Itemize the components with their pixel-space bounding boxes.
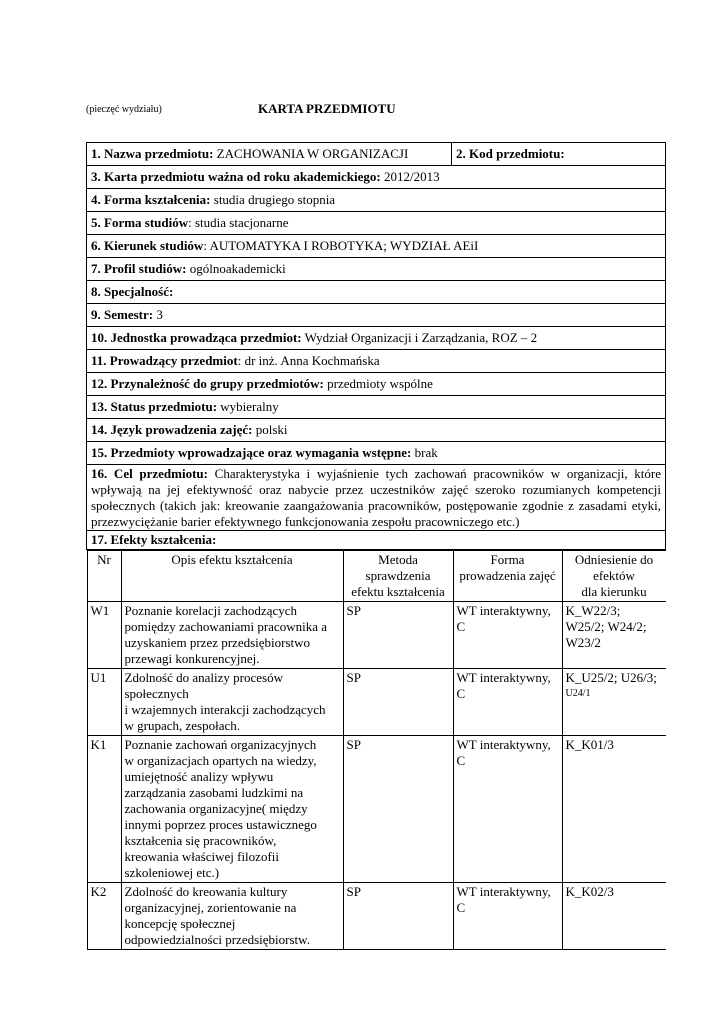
outcome-description-line: Poznanie korelacji zachodzących: [124, 603, 298, 618]
row-course-group: [87, 373, 666, 396]
row-language: [87, 419, 666, 442]
outcome-description-line: szkoleniowej etc.): [124, 865, 220, 880]
learning-outcomes-table: [87, 550, 666, 950]
outcome-method: SP: [343, 883, 453, 950]
course-status-value: wybieralny: [217, 399, 279, 414]
outcome-form-line: WT interaktywny,: [456, 737, 551, 752]
header-reference-line: dla kierunku: [581, 584, 647, 599]
outcome-reference: [562, 883, 666, 950]
semester-value: 3: [153, 307, 163, 322]
outcome-description: [121, 602, 343, 669]
outcome-form-line: C: [456, 753, 466, 768]
document-title: KARTA PRZEDMIOTU: [258, 101, 396, 116]
field-label: 17. Efekty kształcenia:: [91, 532, 217, 547]
outcome-form-line: C: [456, 619, 466, 634]
outcomes-header-row: [87, 551, 666, 602]
outcome-description-line: w organizacjach opartych na wiedzy,: [124, 753, 317, 768]
education-form-value: studia drugiego stopnia: [210, 192, 336, 207]
outcome-form-line: WT interaktywny,: [456, 603, 551, 618]
header-form: [453, 551, 562, 602]
outcome-reference: [562, 736, 666, 883]
outcome-description: [121, 736, 343, 883]
outcome-form: [453, 883, 562, 950]
field-label: 12. Przynależność do grupy przedmiotów:: [91, 376, 324, 391]
header-method-line: sprawdzenia: [365, 568, 431, 583]
outcome-form-line: WT interaktywny,: [456, 884, 551, 899]
course-goal-value: Charakterystyka i wyjaśnienie tych zachowań pracowników w organizacji, które wpływają na jej efektywność oraz nabycie przez uczestników zajęć szeroko rozumianych kompetencji społecznych (takich jak: kreowanie zaangażowania pracowników, postępowanie zgodnie z zasadami etyki, przezwyciężanie barier efektywnego funkcjonowania zespołu pracowniczego etc.): [91, 466, 661, 529]
field-label: 10. Jednostka prowadząca przedmiot:: [91, 330, 302, 345]
outcome-description-line: w grupach, zespołach.: [124, 718, 241, 733]
header-nr: Nr: [87, 551, 121, 602]
field-label: 1. Nazwa przedmiotu:: [91, 146, 214, 161]
outcome-reference-line: K_U25/2; U26/3;: [565, 670, 657, 685]
field-label: 2. Kod przedmiotu:: [456, 146, 565, 161]
field-label: 8. Specjalność:: [91, 284, 174, 299]
outcome-form-line: C: [456, 686, 466, 701]
row-unit: [87, 327, 666, 350]
outcome-description-line: kreowania właściwej filozofii: [124, 849, 279, 864]
row-valid-from: [87, 166, 666, 189]
table-row: [87, 883, 666, 950]
outcome-description-line: Zdolność do kreowania kultury: [124, 884, 288, 899]
outcome-reference-line: W25/2; W24/2;: [565, 619, 647, 634]
outcome-form: [453, 669, 562, 736]
field-label: 6. Kierunek studiów: [91, 238, 204, 253]
header-reference: [562, 551, 666, 602]
outcome-nr: K2: [87, 883, 121, 950]
row-specialty: [87, 281, 666, 304]
outcome-form-line: C: [456, 900, 466, 915]
study-form-value: : studia stacjonarne: [188, 215, 289, 230]
field-label: 5. Forma studiów: [91, 215, 189, 230]
row-study-form: [87, 212, 666, 235]
row-semester: [87, 304, 666, 327]
course-name-cell: [87, 143, 452, 166]
header-method: [343, 551, 453, 602]
field-label: 9. Semestr:: [91, 307, 154, 322]
outcome-description-line: zachowania organizacyjne( między: [124, 801, 308, 816]
row-lecturer: [87, 350, 666, 373]
outcome-description: [121, 669, 343, 736]
outcome-description-line: organizacyjnej, zorientowanie na: [124, 900, 297, 915]
outcome-method: SP: [343, 736, 453, 883]
outcome-reference-line: K_K02/3: [565, 884, 614, 899]
header-method-line: efektu kształcenia: [351, 584, 445, 599]
table-row: [87, 736, 666, 883]
outcome-description-line: przewagi konkurencyjnej.: [124, 651, 260, 666]
outcome-reference-line: W23/2: [565, 635, 601, 650]
outcome-description-line: innymi poprzez proces ustawicznego: [124, 817, 317, 832]
outcome-description-line: pomiędzy zachowaniami pracownika a: [124, 619, 327, 634]
unit-value: Wydział Organizacji i Zarządzania, ROZ – 2: [301, 330, 538, 345]
header-description: Opis efektu kształcenia: [121, 551, 343, 602]
row-course-name: [87, 143, 666, 166]
header-reference-line: Odniesienie do: [574, 552, 654, 567]
outcome-reference: [562, 602, 666, 669]
outcome-reference-small: U24/1: [565, 688, 591, 699]
language-value: polski: [252, 422, 288, 437]
outcome-description-line: odpowiedzialności przedsiębiorstw.: [124, 932, 310, 947]
header-reference-line: efektów: [593, 568, 635, 583]
outcome-description-line: uzyskaniem przez przedsiębiorstwo: [124, 635, 311, 650]
field-label: 16. Cel przedmiotu:: [91, 466, 208, 481]
course-name-value: ZACHOWANIA W ORGANIZACJI: [213, 146, 409, 161]
outcome-description-line: społecznych: [124, 686, 189, 701]
field-of-study-value: : AUTOMATYKA I ROBOTYKA; WYDZIAŁ AEiI: [203, 238, 479, 253]
outcome-description: [121, 883, 343, 950]
row-learning-outcomes: [87, 550, 666, 951]
outcome-method: SP: [343, 669, 453, 736]
study-profile-value: ogólnoakademicki: [186, 261, 286, 276]
header-form-line: prowadzenia zajęć: [459, 568, 556, 583]
field-label: 14. Język prowadzenia zajęć:: [91, 422, 253, 437]
outcome-form-line: WT interaktywny,: [456, 670, 551, 685]
outcome-reference-line: K_W22/3;: [565, 603, 621, 618]
field-label: 4. Forma kształcenia:: [91, 192, 211, 207]
outcome-reference: [562, 669, 666, 736]
field-label: 11. Prowadzący przedmiot: [91, 353, 238, 368]
row-learning-outcomes-title: [87, 531, 666, 550]
row-course-status: [87, 396, 666, 419]
outcome-description-line: i wzajemnych interakcji zachodzących: [124, 702, 326, 717]
outcome-description-line: kształcenia się pracowników,: [124, 833, 277, 848]
outcome-description-line: umiejętność analizy wpływu: [124, 769, 274, 784]
outcome-form: [453, 602, 562, 669]
course-group-value: przedmioty wspólne: [323, 376, 433, 391]
table-row: [87, 669, 666, 736]
outcome-nr: W1: [87, 602, 121, 669]
lecturer-value: : dr inż. Anna Kochmańska: [237, 353, 380, 368]
page-header: [86, 101, 686, 121]
outcome-form: [453, 736, 562, 883]
field-label: 7. Profil studiów:: [91, 261, 187, 276]
course-code-cell: [452, 143, 666, 166]
row-education-form: [87, 189, 666, 212]
table-row: [87, 602, 666, 669]
outcome-nr: U1: [87, 669, 121, 736]
field-label: 13. Status przedmiotu:: [91, 399, 218, 414]
valid-from-value: 2012/2013: [380, 169, 440, 184]
faculty-stamp-label: (pieczęć wydziału): [86, 104, 162, 115]
field-label: 15. Przedmioty wprowadzające oraz wymagania wstępne:: [91, 445, 412, 460]
row-study-profile: [87, 258, 666, 281]
outcome-description-line: Poznanie zachowań organizacyjnych: [124, 737, 317, 752]
row-field-of-study: [87, 235, 666, 258]
row-prerequisites: [87, 442, 666, 465]
field-label: 3. Karta przedmiotu ważna od roku akademickiego:: [91, 169, 381, 184]
outcomes-body: [87, 602, 666, 950]
outcome-description-line: Zdolność do analizy procesów: [124, 670, 283, 685]
course-card-table: [86, 142, 666, 950]
row-course-goal: [87, 465, 666, 531]
outcome-reference-line: K_K01/3: [565, 737, 614, 752]
outcome-method: SP: [343, 602, 453, 669]
outcome-description-line: zarządzania zasobami ludzkimi na: [124, 785, 304, 800]
prerequisites-value: brak: [411, 445, 438, 460]
header-form-line: Forma: [490, 552, 525, 567]
outcome-nr: K1: [87, 736, 121, 883]
outcome-description-line: koncepcję społecznej: [124, 916, 236, 931]
header-method-line: Metoda: [378, 552, 418, 567]
